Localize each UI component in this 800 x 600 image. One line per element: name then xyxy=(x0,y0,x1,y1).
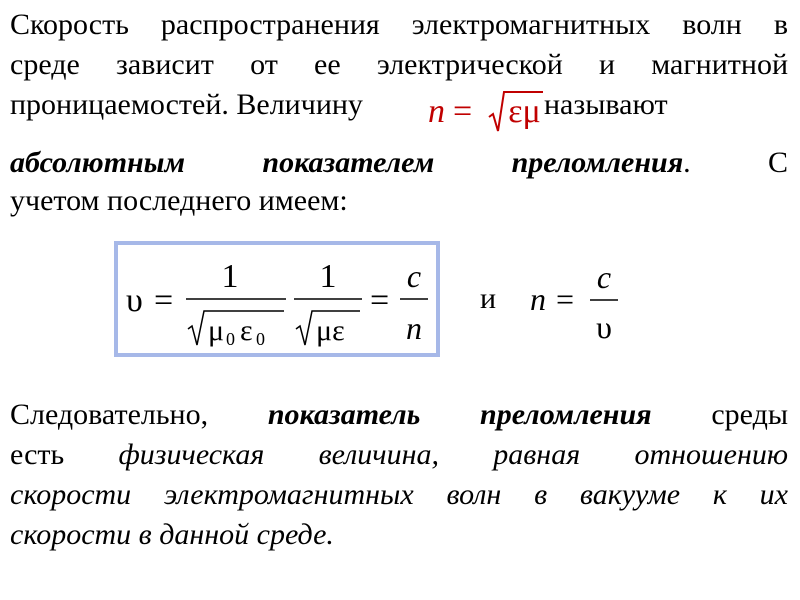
second-formula-numerator: c xyxy=(596,259,612,295)
paragraph2-line4: скорости в данной среде. xyxy=(10,518,334,551)
velocity-formula-box xyxy=(114,241,440,357)
fraction1-numerator: 1 xyxy=(221,258,239,295)
paragraph2-line1-before: Следовательно, xyxy=(10,398,209,431)
formula-equals-2: = xyxy=(370,282,390,319)
radical-sign-icon xyxy=(488,91,506,133)
formula-upsilon: υ xyxy=(126,282,143,319)
fraction3-numerator: c xyxy=(406,258,422,294)
paragraph1-line1: Скорость распространения электромагнитных волн в xyxy=(10,8,788,41)
fraction1-radical-icon xyxy=(188,311,284,345)
second-formula-n: n xyxy=(530,281,546,317)
second-formula-denominator: υ xyxy=(596,309,612,345)
refractive-index-term: показатель преломления xyxy=(267,398,652,431)
paragraph1-line3-after: называют xyxy=(544,88,668,121)
paragraph2-line2-before: есть xyxy=(10,438,65,471)
paragraph2-line1 xyxy=(10,396,788,434)
inline-refractive-index-formula xyxy=(428,88,543,136)
paragraph1-line2: среде зависит от ее электрической и магнитной xyxy=(10,48,788,81)
paragraph2-line1-after: среды xyxy=(711,398,788,431)
fraction1-eps-subscript: 0 xyxy=(256,329,265,349)
fraction2-radicand: με xyxy=(316,314,345,347)
inline-formula-n: n xyxy=(428,93,445,130)
paragraph2-line2-italic: физическая величина, равная отношению xyxy=(118,438,789,471)
absolute-refractive-index-term: абсолютным показателем преломления xyxy=(10,146,684,179)
paragraph2-line3: скорости электромагнитных волн в вакууме к их xyxy=(10,478,788,511)
paragraph2-line2 xyxy=(10,436,788,474)
paragraph1-line5: учетом последнего имеем: xyxy=(10,184,348,217)
formula-equals-1: = xyxy=(154,282,174,319)
inline-formula-sqrt xyxy=(488,91,543,133)
refractive-index-ratio-formula xyxy=(528,258,628,348)
second-formula-equals: = xyxy=(556,281,575,317)
paragraph1-line3-before: проницаемостей. Величину xyxy=(10,88,363,121)
fraction1-mu-subscript: 0 xyxy=(226,329,235,349)
velocity-formula xyxy=(118,245,436,353)
paragraph1-line4-after: . С xyxy=(683,146,788,179)
fraction1-mu: μ xyxy=(208,314,225,347)
fraction1-eps: ε xyxy=(240,314,253,347)
fraction3-denominator: n xyxy=(406,310,422,346)
paragraph1-line4 xyxy=(10,144,788,182)
connector-and: и xyxy=(480,282,497,315)
fraction2-numerator: 1 xyxy=(319,258,337,295)
inline-formula-equals: = xyxy=(453,93,473,130)
inline-formula-radicand: εμ xyxy=(506,91,543,133)
